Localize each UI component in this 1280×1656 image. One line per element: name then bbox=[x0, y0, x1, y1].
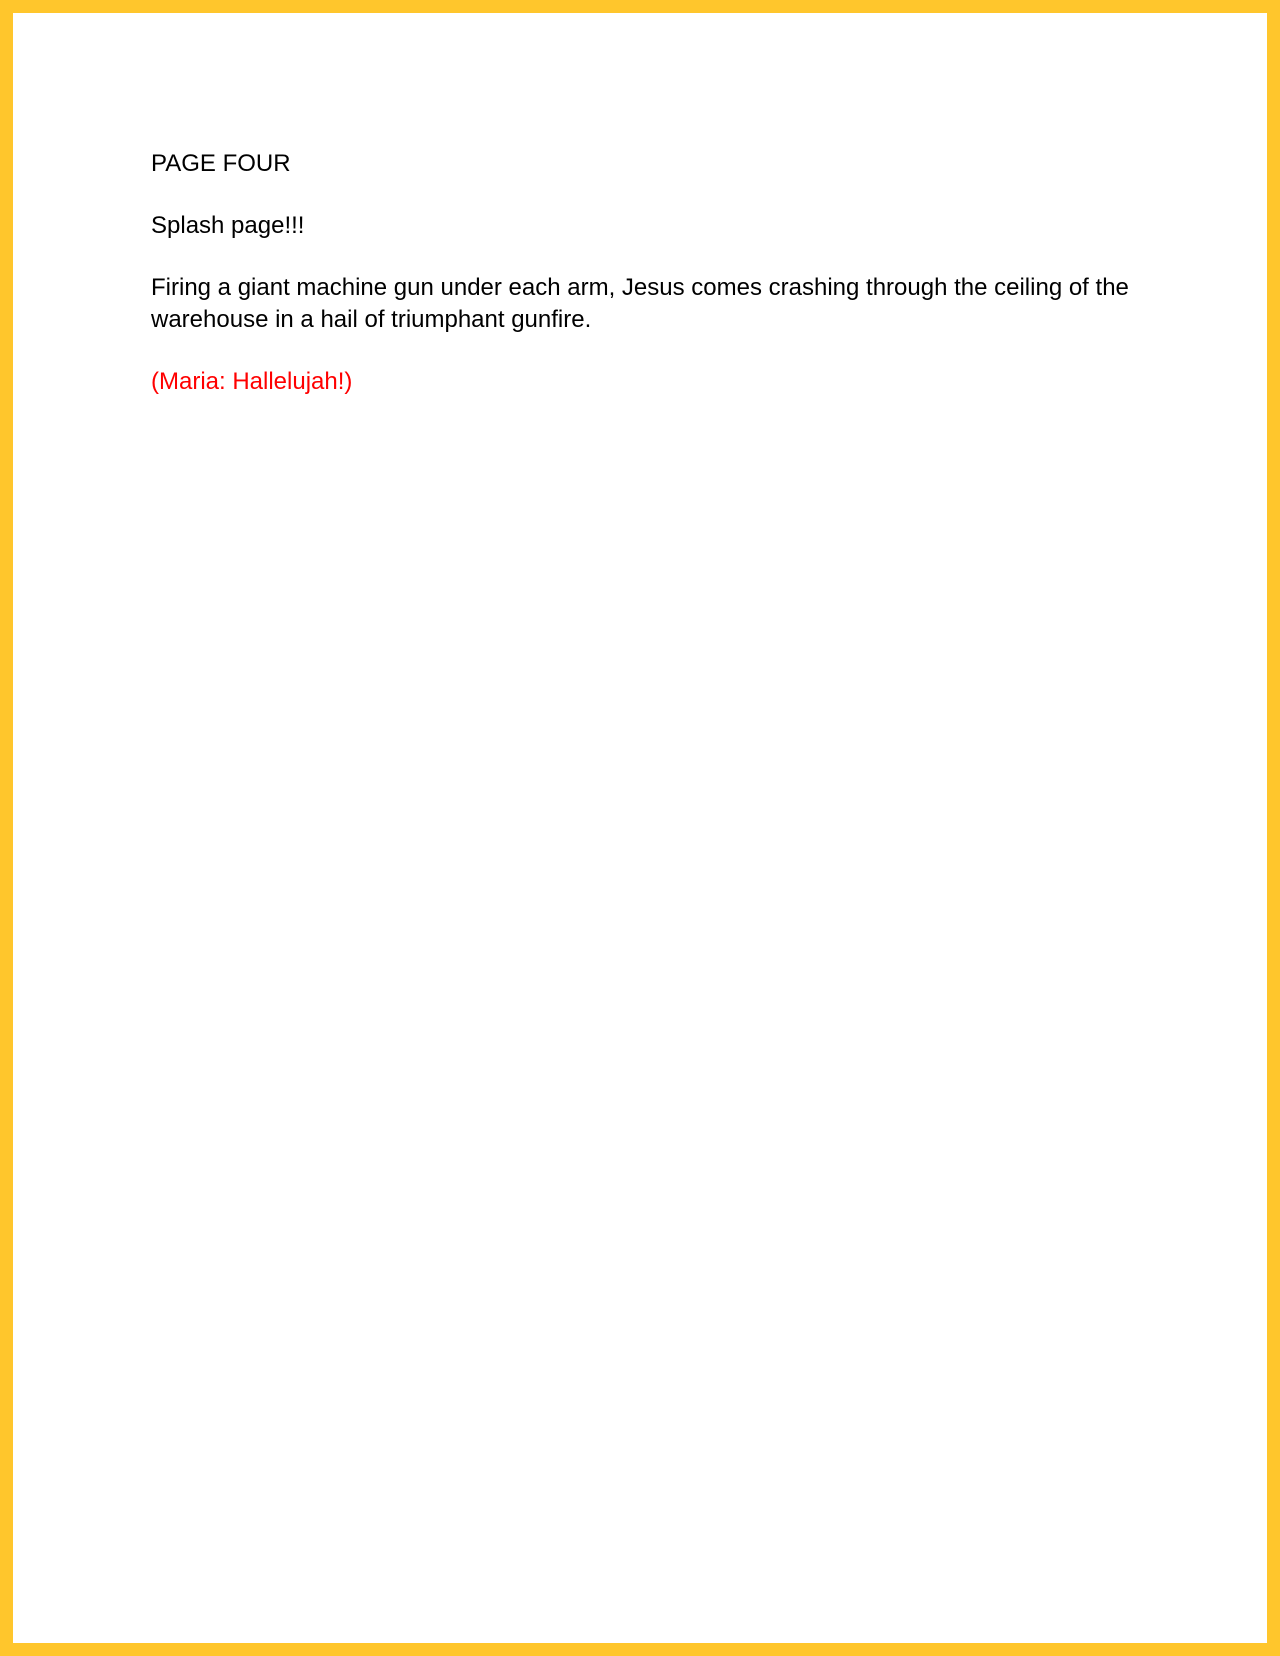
dialogue-line: (Maria: Hallelujah!) bbox=[151, 368, 353, 395]
script-content bbox=[151, 148, 1131, 428]
action-description: Firing a giant machine gun under each arm, Jesus comes crashing through the ceiling of the warehouse in a hail of triumphant gunfire. bbox=[151, 274, 1129, 333]
page-heading: PAGE FOUR bbox=[151, 150, 291, 177]
panel-description: Splash page!!! bbox=[151, 212, 305, 239]
document-page bbox=[13, 13, 1267, 1643]
